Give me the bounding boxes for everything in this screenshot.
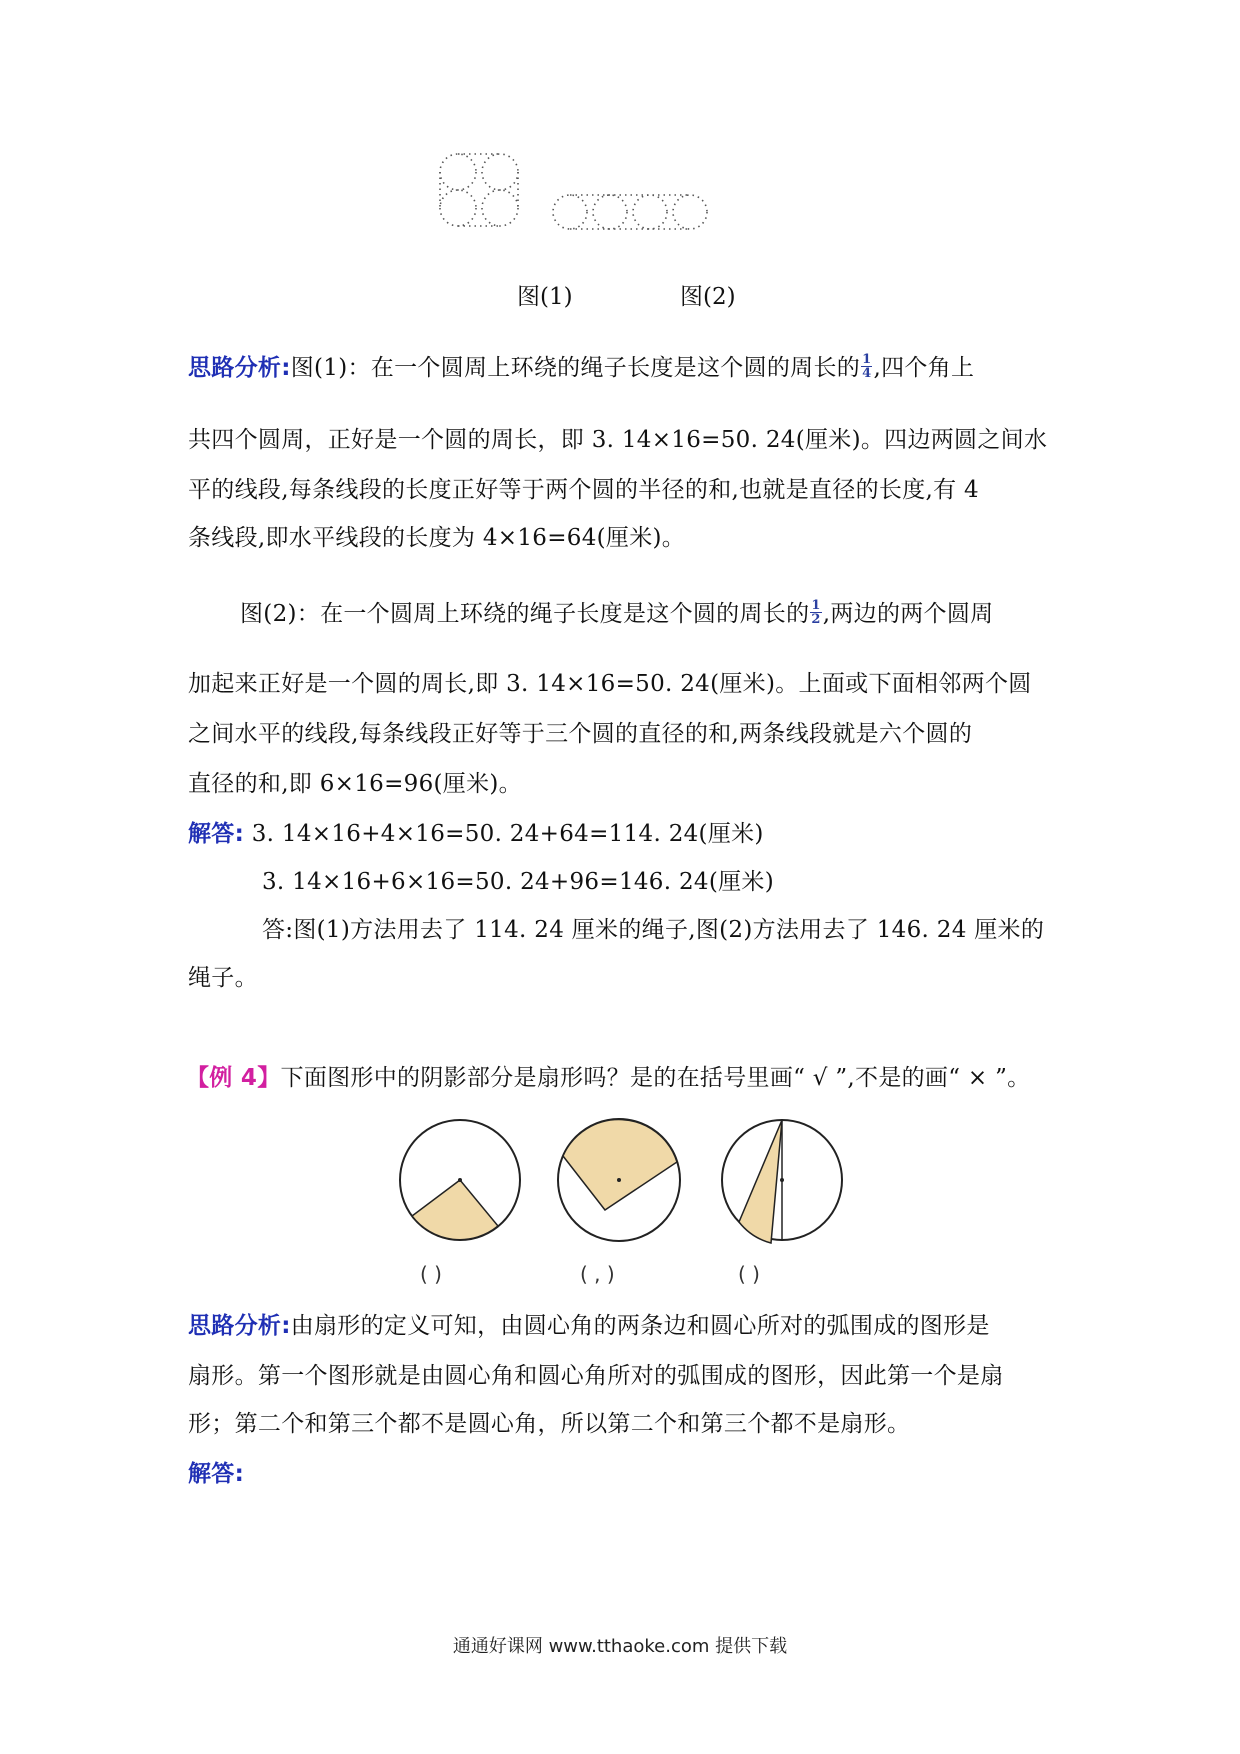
answer-bracket-3[interactable]: ( ): [738, 1262, 760, 1286]
answer-label: 解答:: [188, 1461, 245, 1487]
figure-2-caption: 图(2): [680, 284, 736, 310]
analysis1-line2: 共四个圆周，正好是一个圆的周长，即 3. 14×16=50. 24(厘米)。四边两圆之间水: [188, 427, 1048, 453]
analysis1-line4: 条线段,即水平线段的长度为 4×16=64(厘米)。: [188, 525, 686, 551]
analysis1-line6: 加起来正好是一个圆的周长,即 3. 14×16=50. 24(厘米)。上面或下面相邻两个圆: [188, 671, 1032, 697]
analysis-label: 思路分析:: [188, 355, 291, 381]
answer-bracket-2[interactable]: ( , ): [580, 1262, 615, 1286]
analysis1-line7: 之间水平的线段,每条线段正好等于三个圆的直径的和,两条线段就是六个圆的: [188, 721, 973, 747]
answer1-line4: 绳子。: [188, 965, 258, 991]
analysis2-line3: 形；第二个和第三个都不是圆心角，所以第二个和第三个都不是扇形。: [188, 1411, 911, 1437]
analysis1-line8: 直径的和,即 6×16=96(厘米)。: [188, 771, 522, 797]
answer1-line1: 解答: 3. 14×16+4×16=50. 24+64=114. 24(厘米): [188, 821, 764, 847]
figure-2-drawing: [553, 195, 707, 229]
answer1-line2: 3. 14×16+6×16=50. 24+96=146. 24(厘米): [262, 869, 774, 895]
analysis1-line1: 思路分析:图(1)：在一个圆周上环绕的绳子长度是这个圆的周长的 $\frac{1}{4}$ ,四个角上: [188, 351, 975, 381]
figure-1-caption: 图(1): [517, 284, 573, 310]
sector-figures: [395, 1110, 855, 1250]
answer2-line: [188, 1458, 244, 1490]
rope-figures: [420, 150, 740, 250]
analysis1-line3: 平的线段,每条线段的长度正好等于两个圆的半径的和,也就是直径的长度,有 4: [188, 477, 979, 503]
circle-figure-2: [558, 1119, 680, 1241]
fraction-one-quarter: $\frac{1}{4}$: [862, 351, 872, 381]
answer-bracket-1[interactable]: ( ): [420, 1262, 442, 1286]
fraction-one-half: $\frac{1}{2}$: [811, 597, 821, 627]
analysis-label: 思路分析:: [188, 1313, 291, 1339]
circle-figure-3: [722, 1120, 842, 1243]
analysis1-line5: 图(2)：在一个圆周上环绕的绳子长度是这个圆的周长的 $\frac{1}{2}$ ,两边的两个圆周: [240, 597, 994, 627]
page-footer: 通通好课网 www.tthaoke.com 提供下载: [452, 1636, 788, 1657]
example-label: 【例 4】: [186, 1065, 281, 1091]
answer-label: 解答:: [188, 821, 245, 847]
answer1-line3: 答:图(1)方法用去了 114. 24 厘米的绳子,图(2)方法用去了 146. 24 厘米的: [262, 917, 1045, 943]
example4-line: 【例 4】下面图形中的阴影部分是扇形吗？是的在括号里画“ √ ”,不是的画“ × ”。: [186, 1065, 1031, 1091]
analysis2-line1: 思路分析:由扇形的定义可知，由圆心角的两条边和圆心所对的弧围成的图形是: [188, 1313, 990, 1339]
figure-1-drawing: [440, 154, 518, 226]
analysis2-line2: 扇形。第一个图形就是由圆心角和圆心角所对的弧围成的图形，因此第一个是扇: [188, 1363, 1004, 1389]
circle-figure-1: [400, 1120, 520, 1240]
